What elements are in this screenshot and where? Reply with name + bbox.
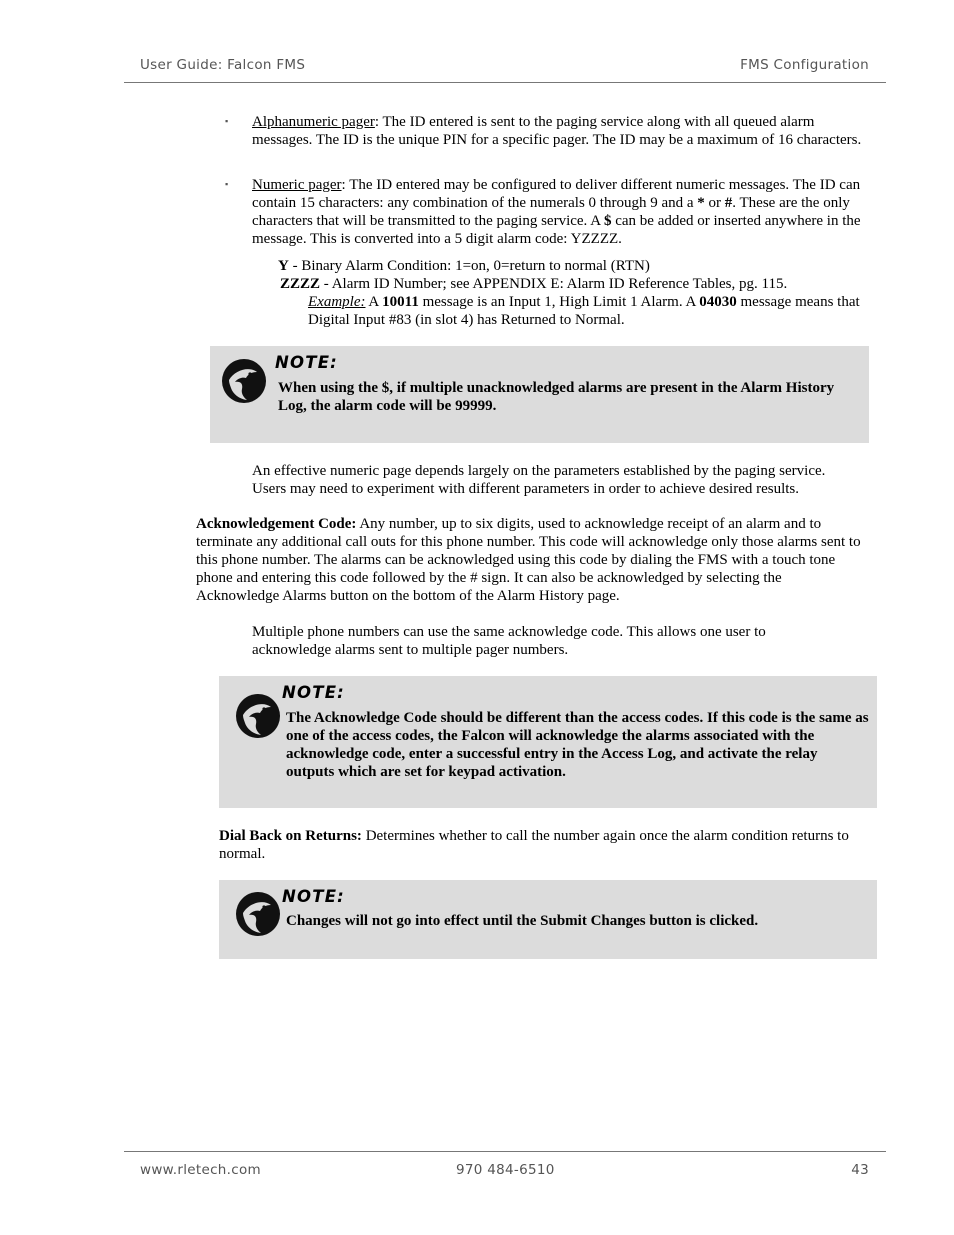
term-numeric-pager: Numeric pager — [252, 177, 342, 193]
note-box — [210, 346, 869, 443]
note-title: NOTE: — [282, 887, 345, 906]
note-text: The Acknowledge Code should be different than the access codes. If this code is the same as one of the access codes, the Falcon will acknowledge the alarms associated with the acknowledge code, enter a successful entry in the Access Log, and activate the relay outputs which are set for keypad activation. — [286, 710, 869, 780]
acknowledgement-code-paragraph: Acknowledgement Code: Any number, up to six digits, used to acknowledge receipt of an alarm and to terminate any additional call outs for this phone number. This code will acknowledge only those alarms sent to this phone number. The alarms can be acknowledged using this code by dialing the FMS with a touch tone phone and entering this code followed by the # sign. It can also be acknowledged by selecting the Acknowledge Alarms button on the bottom of the Alarm History page. — [196, 516, 861, 604]
footer-phone: 970 484-6510 — [456, 1162, 555, 1178]
header-section: FMS Configuration — [740, 57, 869, 73]
note-text: When using the $, if multiple unacknowledged alarms are present in the Alarm History Log, the alarm code will be 99999. — [278, 380, 835, 414]
acknowledgement-code-label: Acknowledgement Code: — [196, 516, 357, 532]
dial-back-paragraph: Dial Back on Returns: Determines whether to call the number again once the alarm condition returns to normal. — [219, 828, 849, 862]
numeric-page-paragraph: An effective numeric page depends largely on the parameters established by the paging service. Users may need to experiment with different parameters in order to achieve desired results. — [252, 463, 826, 497]
footer-rule — [124, 1151, 886, 1152]
note-title: NOTE: — [282, 683, 345, 702]
falcon-head-icon — [221, 358, 267, 404]
header-title: User Guide: Falcon FMS — [140, 57, 306, 73]
dial-back-label: Dial Back on Returns: — [219, 828, 362, 844]
code-zzzz-line: ZZZZ - Alarm ID Number; see APPENDIX E: Alarm ID Reference Tables, pg. 115. — [280, 276, 788, 292]
note-title: NOTE: — [275, 353, 338, 372]
code-example: Example: A 10011 message is an Input 1, High Limit 1 Alarm. A 04030 message means that Digital Input #83 (in slot 4) has Returned to Normal. — [308, 294, 860, 328]
multiple-phones-paragraph: Multiple phone numbers can use the same acknowledge code. This allows one user to acknowledge alarms sent to multiple pager numbers. — [252, 624, 766, 658]
bullet-marker: ▪ — [225, 116, 229, 126]
footer-website: www.rletech.com — [140, 1162, 261, 1178]
bullet-marker: ▪ — [225, 179, 229, 189]
footer-page-number: 43 — [851, 1162, 869, 1178]
bullet-numeric-pager: Numeric pager: The ID entered may be configured to deliver different numeric messages. The ID can contain 15 characters: any combination of the numerals 0 through 9 and a * or #. These are the only characters that will be transmitted to the paging service. A $ can be added or inserted anywhere in the message. This is converted into a 5 digit alarm code: YZZZZ. — [252, 177, 861, 247]
falcon-head-icon — [235, 693, 281, 739]
term-alphanumeric-pager: Alphanumeric pager — [252, 114, 375, 130]
note-box — [219, 676, 877, 808]
code-y-line: Y - Binary Alarm Condition: 1=on, 0=return to normal (RTN) — [278, 258, 650, 274]
bullet-alphanumeric-pager — [252, 113, 872, 149]
falcon-head-icon — [235, 891, 281, 937]
header-rule — [124, 82, 886, 83]
note-box — [219, 880, 877, 959]
note-text: Changes will not go into effect until the Submit Changes button is clicked. — [286, 913, 759, 929]
bullet-text: : The ID entered is sent to the paging service along with all queued alarm messages. The ID is the unique PIN for a specific pager. The ID may be a maximum of 16 characters. — [252, 114, 862, 148]
